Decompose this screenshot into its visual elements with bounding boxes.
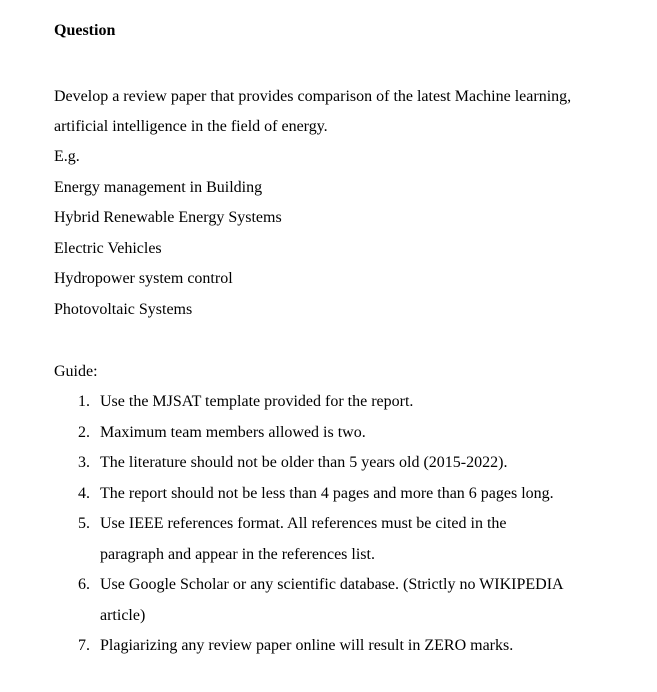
- guide-item-1-text: Use the MJSAT template provided for the report.: [100, 393, 414, 410]
- guide-item-7-text: Plagiarizing any review paper online will result in ZERO marks.: [100, 637, 514, 654]
- question-line-2: artificial intelligence in the field of energy.: [54, 118, 328, 135]
- example-photovoltaic: Photovoltaic Systems: [54, 301, 193, 318]
- guide-item-6-text-line-2: article): [100, 607, 146, 624]
- guide-item-4-number: 4.: [78, 485, 90, 502]
- guide-item-4-text: The report should not be less than 4 pages and more than 6 pages long.: [100, 485, 554, 502]
- heading-question: Question: [54, 22, 116, 39]
- example-hydropower: Hydropower system control: [54, 270, 233, 287]
- guide-item-6-number: 6.: [78, 576, 90, 593]
- guide-title: Guide:: [54, 363, 98, 380]
- guide-item-6-text-line-1: Use Google Scholar or any scientific database. (Strictly no WIKIPEDIA: [100, 576, 564, 593]
- guide-item-3-text: The literature should not be older than 5 years old (2015-2022).: [100, 454, 508, 471]
- guide-item-5-text-line-1: Use IEEE references format. All references must be cited in the: [100, 515, 507, 532]
- guide-item-7-number: 7.: [78, 637, 90, 654]
- example-hybrid-renewable: Hybrid Renewable Energy Systems: [54, 209, 282, 226]
- guide-item-1-number: 1.: [78, 393, 90, 410]
- example-energy-management: Energy management in Building: [54, 179, 263, 196]
- guide-item-2-text: Maximum team members allowed is two.: [100, 424, 366, 441]
- example-electric-vehicles: Electric Vehicles: [54, 240, 162, 257]
- eg-label: E.g.: [54, 148, 80, 165]
- guide-item-2-number: 2.: [78, 424, 90, 441]
- question-line-1: Develop a review paper that provides comparison of the latest Machine learning,: [54, 88, 572, 105]
- guide-item-3-number: 3.: [78, 454, 90, 471]
- guide-item-5-number: 5.: [78, 515, 90, 532]
- guide-item-5-text-line-2: paragraph and appear in the references list.: [100, 546, 375, 563]
